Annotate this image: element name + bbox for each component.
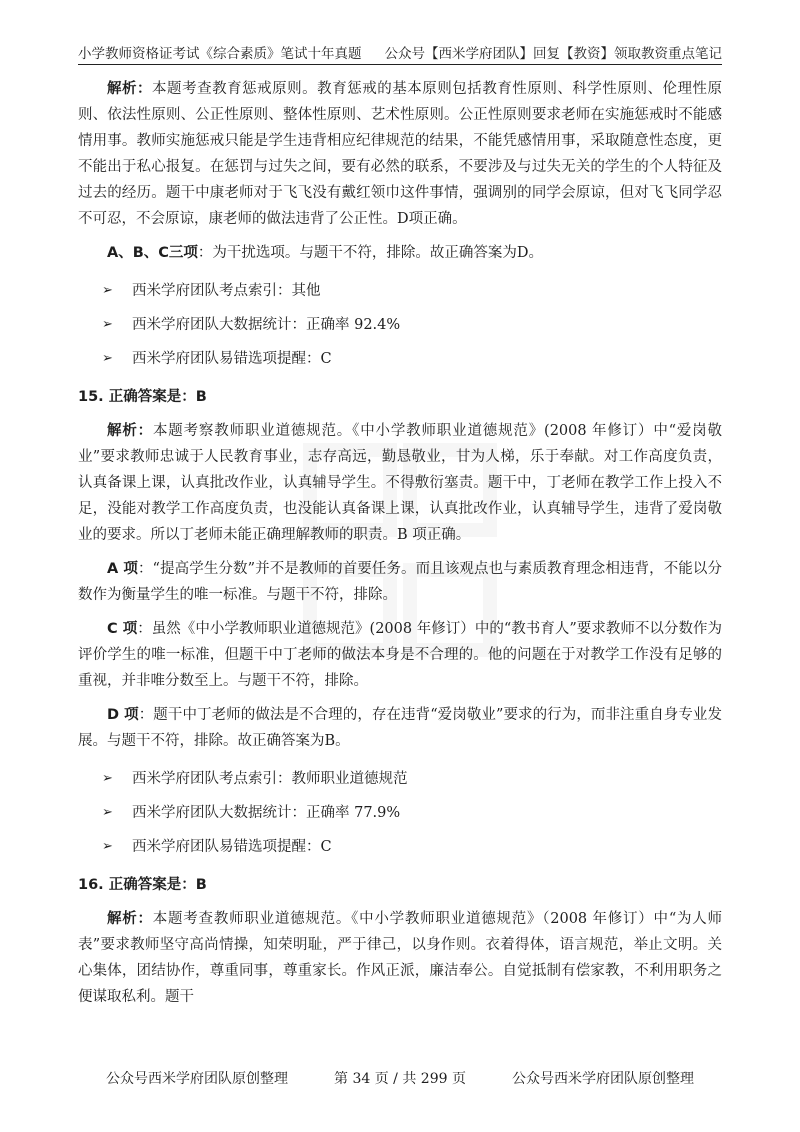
- header-right-promo: 公众号【西米学府团队】回复【教资】领取教资重点笔记: [384, 46, 722, 62]
- q15-option-c: [78, 616, 722, 694]
- q15-analysis-text: 本题考察教师职业道德规范。《中小学教师职业道德规范》(2008 年修订）中“爱岗敬业”要求教师忠诚于人民教育事业，志存高远，勤恳敬业，甘为人梯，乐于奉献。对工作高度负责，认真备课上课，认真批改作业，认真辅导学生。不得敷衍塞责。题干中，丁老师在教学工作上投入不足，没能对教学工作高度负责，也没能认真备课上课，认真批改作业，认真辅导学生，违背了爱岗敬业的要求。所以丁老师未能正确理解教师的职责。B 项正确。: [78, 423, 723, 543]
- page-content: [78, 76, 722, 1018]
- header-divider: [78, 64, 722, 65]
- q15-option-d: [78, 702, 722, 754]
- q15-heading: [78, 384, 722, 410]
- q16-analysis-text: 本题考查教师职业道德规范。《中小学教师职业道德规范》（2008 年修订）中“为人师表”要求教师坚守高尚情操，知荣明耻，严于律己，以身作则。衣着得体，语言规范，举止文明。关心集体，团结协作，尊重同事，尊重家长。作风正派，廉洁奉公。自觉抵制有偿家教，不利用职务之便谋取私利。题干: [78, 911, 723, 1005]
- list-item: [78, 308, 722, 342]
- q15-d-label: D 项: [107, 707, 139, 723]
- list-item: [78, 342, 722, 376]
- q14-bullet-text: 西米学府团队考点索引：其他: [132, 283, 321, 299]
- q15-bullet-list: [78, 762, 722, 864]
- q16-heading-text: 16. 正确答案是：B: [78, 877, 207, 893]
- q16-heading: [78, 872, 722, 898]
- header-left-title: 小学教师资格证考试《综合素质》笔试十年真题: [78, 46, 362, 62]
- arrow-bullet-icon: ➢: [102, 283, 113, 298]
- footer-right: 公众号西米学府团队原创整理: [512, 1071, 694, 1087]
- q15-option-a: [78, 556, 722, 608]
- q15-c-label: C 项: [107, 621, 138, 637]
- q15-bullet-text: 西米学府团队大数据统计：正确率 77.9%: [132, 805, 401, 821]
- q14-bullet-text: 西米学府团队大数据统计：正确率 92.4%: [132, 317, 401, 333]
- q15-a-text: ：“提高学生分数”并不是教师的首要任务。而且该观点也与素质教育理念相违背，不能以分数作为衡量学生的唯一标准。与题干不符，排除。: [78, 561, 722, 603]
- q14-abc-text: ：为干扰选项。与题干不符，排除。故正确答案为D。: [197, 245, 544, 261]
- q15-analysis-label: 解析：: [107, 423, 153, 439]
- q15-bullet-text: 西米学府团队考点索引：教师职业道德规范: [132, 771, 408, 787]
- page-number: 第 34 页 / 共 299 页: [334, 1071, 466, 1087]
- q14-analysis-text: 本题考查教育惩戒原则。教育惩戒的基本原则包括教育性原则、科学性原则、伦理性原则、依法性原则、公正性原则、整体性原则、艺术性原则。公正性原则要求老师在实施惩戒时不能感情用事。教师实施惩戒只能是学生违背相应纪律规范的结果，不能凭感情用事，采取随意性态度，更不能出于私心报复。在惩罚与过失之间，要有必然的联系，不要涉及与过失无关的学生的个人特征及过去的经历。题干中康老师对于飞飞没有戴红领巾这件事情，强调别的同学会原谅，但对飞飞同学忍不可忍，不会原谅，康老师的做法违背了公正性。D项正确。: [78, 81, 723, 227]
- q15-c-text: ：虽然《中小学教师职业道德规范》(2008 年修订）中的“教书育人”要求教师不以分数作为评价学生的唯一标准，但题干中丁老师的做法本身是不合理的。他的问题在于对教学工作没有足够的重视，并非唯分数至上。与题干不符，排除。: [78, 621, 722, 689]
- page-header: [78, 40, 722, 64]
- q15-bullet-text: 西米学府团队易错选项提醒：C: [132, 839, 332, 855]
- q14-bullet-text: 西米学府团队易错选项提醒：C: [132, 351, 332, 367]
- q16-analysis-label: 解析：: [107, 911, 153, 927]
- q15-analysis: [78, 418, 722, 548]
- arrow-bullet-icon: ➢: [102, 317, 113, 332]
- q16-analysis: [78, 906, 722, 1010]
- arrow-bullet-icon: ➢: [102, 805, 113, 820]
- list-item: [78, 274, 722, 308]
- list-item: [78, 762, 722, 796]
- q14-abc-label: A、B、C三项: [107, 245, 198, 261]
- q15-heading-text: 15. 正确答案是：B: [78, 389, 207, 405]
- arrow-bullet-icon: ➢: [102, 839, 113, 854]
- footer-left: 公众号西米学府团队原创整理: [106, 1071, 288, 1087]
- q14-analysis-label: 解析：: [107, 81, 153, 97]
- q14-analysis: [78, 76, 722, 232]
- list-item: [78, 830, 722, 864]
- arrow-bullet-icon: ➢: [102, 771, 113, 786]
- q15-a-label: A 项: [107, 561, 138, 577]
- q14-bullet-list: [78, 274, 722, 376]
- q14-abc: [78, 240, 722, 266]
- q15-d-text: ：题干中丁老师的做法是不合理的，存在违背“爱岗敬业”要求的行为，而非注重自身专业发展。与题干不符，排除。故正确答案为B。: [78, 707, 722, 749]
- arrow-bullet-icon: ➢: [102, 351, 113, 366]
- list-item: [78, 796, 722, 830]
